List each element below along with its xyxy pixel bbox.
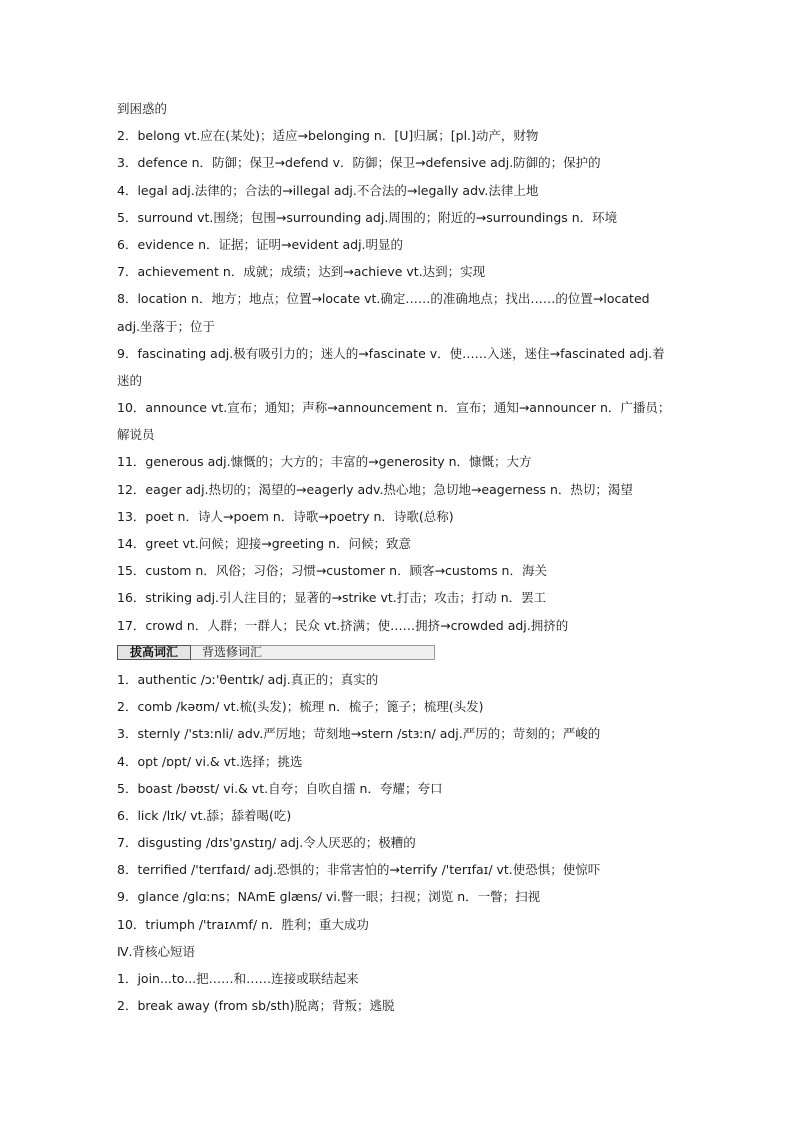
vocab-item-announce-cont: 解说员 — [117, 427, 155, 443]
document-page — [117, 95, 682, 1019]
section-subtitle: 背选修词汇 — [202, 644, 263, 659]
vocab-item-triumph: 10．triumph /'traɪʌmf/ n．胜利；重大成功 — [117, 916, 369, 932]
vocab-item-location-cont: adj.坐落于；位于 — [117, 318, 216, 334]
phrase-item-join-to: 1．join...to...把……和……连接或联结起来 — [117, 971, 359, 986]
vocab-item-greet: 14．greet vt.问候；迎接→greeting n．问候；致意 — [117, 536, 412, 551]
vocab-item-announce: 10．announce vt.宣布；通知；声称→announcement n．宣布；通知→announcer n．广播员； — [117, 400, 671, 416]
vocab-item-terrified: 8．terrified /'terɪfaɪd/ adj.恐惧的；非常害怕的→terrify /'terɪfaɪ/ vt.使恐惧；使惊吓 — [117, 862, 601, 878]
vocab-item-lick: 6．lick /lɪk/ vt.舔；舔着喝(吃) — [117, 807, 292, 823]
vocab-item-generous: 11．generous adj.慷慨的；大方的；丰富的→generosity n．慷慨；大方 — [117, 454, 532, 470]
vocab-item-evidence: 6．evidence n．证据；证明→evident adj.明显的 — [117, 236, 404, 252]
vocab-item-authentic: 1．authentic /ɔː'θentɪk/ adj.真正的；真实的 — [117, 671, 379, 687]
vocab-item-poet: 13．poet n．诗人→poem n．诗歌→poetry n．诗歌(总称) — [117, 508, 454, 524]
vocab-item-fascinating: 9．fascinating adj.极有吸引力的；迷人的→fascinate v．使……入迷，迷住→fascinated adj.着 — [117, 345, 665, 361]
vocab-item-eager: 12．eager adj.热切的；渴望的→eagerly adv.热心地；急切地→eagerness n．热切；渴望 — [117, 481, 633, 497]
phrase-item-break-away: 2．break away (from sb/sth)脱离；背叛；逃脱 — [117, 998, 395, 1014]
vocab-item-striking: 16．striking adj.引人注目的；显著的→strike vt.打击；攻击；打动 n．罢工 — [117, 590, 547, 606]
vocab-item-glance: 9．glance /ɡlɑːns；NAmE ɡlæns/ vi.瞥一眼；扫视；浏览 n．一瞥；扫视 — [117, 889, 541, 905]
vocab-item-belong: 2．belong vt.应在(某处)；适应→belonging n．[U]归属；[pl.]动产，财物 — [117, 128, 539, 144]
vocab-item-location: 8．location n．地方；地点；位置→locate vt.确定……的准确地点；找出……的位置→located — [117, 291, 650, 307]
vocab-item-custom: 15．custom n．风俗；习俗；习惯→customer n．顾客→customs n．海关 — [117, 563, 547, 579]
vocab-item-fascinating-cont: 迷的 — [117, 372, 143, 388]
vocab-item-comb: 2．comb /kəʊm/ vt.梳(头发)；梳理 n．梳子；篦子；梳理(头发) — [117, 699, 484, 715]
section-tag: 拔高词汇 — [117, 645, 191, 660]
vocab-line-continuation: 到困惑的 — [117, 101, 168, 116]
vocab-item-boast: 5．boast /bəʊst/ vi.& vt.自夸；自吹自擂 n．夸耀；夸口 — [117, 780, 443, 796]
vocab-item-surround: 5．surround vt.围绕；包围→surrounding adj.周围的；附近的→surroundings n．环境 — [117, 209, 618, 225]
section-header-advanced-vocab — [117, 639, 682, 666]
vocab-item-sternly: 3．sternly /'stɜːnli/ adv.严厉地；苛刻地→stern /stɜːn/ adj.严厉的；苛刻的；严峻的 — [117, 726, 601, 742]
vocab-item-legal: 4．legal adj.法律的；合法的→illegal adj.不合法的→legally adv.法律上地 — [117, 182, 539, 198]
vocab-item-defence: 3．defence n．防御；保卫→defend v．防御；保卫→defensive adj.防御的；保护的 — [117, 155, 601, 171]
vocab-item-achievement: 7．achievement n．成就；成绩；达到→achieve vt.达到；实现 — [117, 264, 486, 280]
section-heading-core-phrases: Ⅳ.背核心短语 — [117, 943, 196, 959]
vocab-item-disgusting: 7．disgusting /dɪs'ɡʌstɪŋ/ adj.令人厌恶的；极糟的 — [117, 835, 416, 851]
vocab-item-opt: 4．opt /ɒpt/ vi.& vt.选择；挑选 — [117, 753, 303, 769]
vocab-item-crowd: 17．crowd n．人群；一群人；民众 vt.挤满；使……拥挤→crowded adj.拥挤的 — [117, 617, 569, 633]
